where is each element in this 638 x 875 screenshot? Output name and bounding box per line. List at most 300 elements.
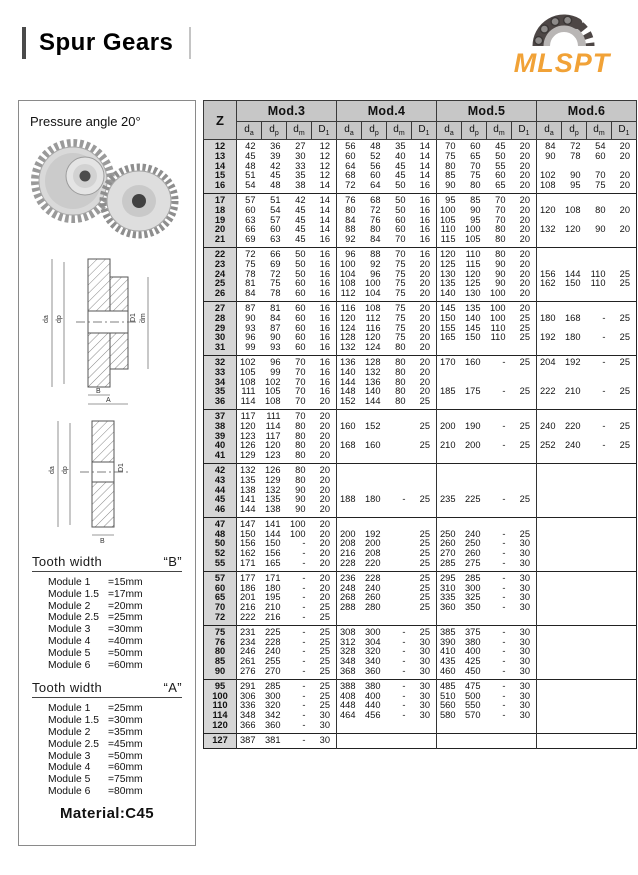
dim-label-dm: dm xyxy=(140,313,147,323)
spec-cell: - xyxy=(502,626,506,637)
module-width-item xyxy=(48,703,166,715)
spec-cell xyxy=(562,289,587,301)
spec-cell: 95 xyxy=(570,181,581,191)
spec-cell xyxy=(587,667,612,679)
spec-cell: 144 xyxy=(264,529,281,539)
column-header: $d_p$ xyxy=(262,122,287,140)
spec-cell xyxy=(562,657,587,667)
spec-cell xyxy=(587,571,612,583)
spec-cell xyxy=(487,378,512,388)
spec-cell: - xyxy=(502,495,506,505)
spec-cell: 225 xyxy=(264,626,281,637)
spec-cell xyxy=(612,463,637,475)
spec-cell: 105 xyxy=(437,216,462,226)
spec-cell: 80 xyxy=(370,225,381,235)
spec-cell: 20 xyxy=(419,377,430,387)
spec-cell: 80 xyxy=(395,387,406,397)
spec-cell: 201 xyxy=(237,593,262,603)
table-row xyxy=(204,638,637,648)
spec-cell xyxy=(562,539,587,549)
spec-cell: 381 xyxy=(264,734,281,745)
spec-cell xyxy=(512,463,537,475)
spec-cell xyxy=(462,397,487,409)
spec-cell xyxy=(487,368,512,378)
spec-cell: 204 xyxy=(537,355,562,367)
spec-cell xyxy=(537,711,562,721)
dim-label-da: da xyxy=(43,315,50,323)
spec-cell: 125 xyxy=(437,260,462,270)
spec-cell: 64 xyxy=(337,162,362,172)
spec-cell: 16 xyxy=(319,367,330,377)
spec-cell: 30 xyxy=(419,657,430,667)
spec-cell: 100 xyxy=(489,313,506,323)
material-label: Material:C45 xyxy=(59,804,154,822)
spec-cell: - xyxy=(502,441,506,451)
module-width-value: =30mm xyxy=(108,624,143,636)
spec-cell xyxy=(437,378,462,388)
spec-cell: 87 xyxy=(237,301,262,313)
spec-cell: 320 xyxy=(264,701,281,711)
z-value: 27 xyxy=(204,301,237,313)
spec-cell xyxy=(462,613,487,625)
spec-cell: 20 xyxy=(419,313,430,323)
spec-cell xyxy=(587,721,612,733)
spec-cell: - xyxy=(302,572,306,583)
table-row xyxy=(204,667,637,679)
spec-cell: 270 xyxy=(437,549,462,559)
spec-cell: 140 xyxy=(437,289,462,301)
spec-cell: 228 xyxy=(264,637,281,647)
spec-cell: 108 xyxy=(264,397,281,407)
spec-cell: 20 xyxy=(519,161,530,171)
spec-cell: 30 xyxy=(519,549,530,559)
spec-cell: 16 xyxy=(419,181,430,191)
spec-cell: 30 xyxy=(519,539,530,549)
spec-cell xyxy=(412,517,437,529)
spec-cell xyxy=(612,701,637,711)
spec-cell: 80 xyxy=(595,205,606,215)
spec-cell: 100 xyxy=(464,225,481,235)
spec-cell xyxy=(562,476,587,486)
spec-cell: 260 xyxy=(364,593,381,603)
spec-cell xyxy=(562,378,587,388)
spec-cell xyxy=(412,409,437,421)
z-value: 41 xyxy=(204,451,237,463)
spec-cell: 177 xyxy=(237,571,262,583)
spec-cell: 16 xyxy=(319,343,330,353)
spec-cell: 90 xyxy=(437,181,462,193)
spec-cell: 240 xyxy=(464,529,481,539)
spec-cell: 72 xyxy=(337,181,362,193)
spec-cell: 63 xyxy=(270,235,281,245)
spec-cell: 30 xyxy=(519,701,530,711)
spec-cell xyxy=(337,613,362,625)
spec-cell: - xyxy=(502,680,506,691)
spec-cell: 108 xyxy=(537,181,562,193)
spec-cell xyxy=(587,584,612,594)
spec-cell xyxy=(537,733,562,748)
spec-cell: 126 xyxy=(264,464,281,475)
spec-cell: 66 xyxy=(270,248,281,259)
spec-cell xyxy=(337,463,362,475)
spec-cell xyxy=(562,530,587,540)
z-value: 95 xyxy=(204,679,237,691)
spec-cell: 240 xyxy=(537,422,562,432)
spec-cell: 20 xyxy=(619,171,630,181)
spec-cell: 168 xyxy=(337,441,362,451)
spec-cell: 25 xyxy=(619,421,630,431)
table-row xyxy=(204,701,637,711)
spec-cell xyxy=(462,451,487,463)
spec-cell: 140 xyxy=(337,368,362,378)
spec-cell: 136 xyxy=(364,377,381,387)
table-row xyxy=(204,301,637,313)
spec-cell: 16 xyxy=(319,279,330,289)
spec-cell: 70 xyxy=(495,205,506,215)
table-row xyxy=(204,409,637,421)
spec-cell: 25 xyxy=(419,549,430,559)
spec-cell: 80 xyxy=(295,431,306,441)
spec-cell xyxy=(537,368,562,378)
spec-cell: 135 xyxy=(464,302,481,313)
spec-cell: 80 xyxy=(395,377,406,387)
spec-cell: 20 xyxy=(419,279,430,289)
spec-cell: 325 xyxy=(464,593,481,603)
spec-cell xyxy=(562,301,587,313)
spec-cell: 20 xyxy=(419,333,430,343)
spec-cell: 60 xyxy=(295,289,306,299)
spec-cell: 160 xyxy=(364,441,381,451)
spec-cell xyxy=(612,409,637,421)
module-group-header: Mod.5 xyxy=(437,101,537,122)
spec-cell xyxy=(562,593,587,603)
table-header-row xyxy=(204,101,637,122)
spec-cell: 25 xyxy=(619,279,630,289)
spec-cell: 25 xyxy=(419,397,430,407)
spec-cell xyxy=(362,409,387,421)
spec-cell: - xyxy=(402,657,406,667)
spec-cell: 475 xyxy=(464,680,481,691)
spec-cell xyxy=(612,679,637,691)
spec-cell: 128 xyxy=(337,333,362,343)
tooth-width-b-quote: “B” xyxy=(163,554,182,569)
spec-cell: 80 xyxy=(295,475,306,485)
spec-cell: 45 xyxy=(295,205,306,215)
spec-cell: 25 xyxy=(519,333,530,343)
spec-cell xyxy=(437,343,462,355)
spec-cell xyxy=(562,260,587,270)
module-width-value: =50mm xyxy=(108,750,143,762)
spec-cell: 192 xyxy=(564,356,581,367)
spec-cell: 186 xyxy=(237,584,262,594)
spec-cell: 120 xyxy=(537,206,562,216)
table-row xyxy=(204,324,637,334)
module-width-value: =25mm xyxy=(108,703,143,715)
spec-cell: 180 xyxy=(364,495,381,505)
spec-cell xyxy=(537,463,562,475)
module-width-item xyxy=(48,774,166,786)
module-width-item xyxy=(48,601,166,613)
spec-cell: - xyxy=(602,313,606,323)
spec-cell xyxy=(387,432,412,442)
spec-cell: 84 xyxy=(337,216,362,226)
spec-cell: 80 xyxy=(495,225,506,235)
spec-cell: 236 xyxy=(337,571,362,583)
spec-cell xyxy=(587,613,612,625)
spec-cell: 375 xyxy=(464,626,481,637)
spec-cell: 75 xyxy=(270,279,281,289)
spec-cell: 88 xyxy=(337,225,362,235)
spec-cell: 435 xyxy=(437,657,462,667)
spec-cell: 25 xyxy=(419,572,430,583)
spec-cell: 68 xyxy=(337,171,362,181)
spec-cell: 291 xyxy=(237,679,262,691)
spec-cell: 126 xyxy=(237,441,262,451)
spec-cell: 80 xyxy=(295,464,306,475)
spec-cell: 147 xyxy=(237,517,262,529)
spec-cell xyxy=(537,397,562,409)
spec-cell: 255 xyxy=(264,657,281,667)
column-header: $d_p$ xyxy=(362,122,387,140)
spec-cell xyxy=(562,638,587,648)
spec-cell: 70 xyxy=(395,235,406,245)
spec-cell: 117 xyxy=(237,409,262,421)
spec-cell: 135 xyxy=(437,279,462,289)
spec-cell: 300 xyxy=(264,691,281,701)
spec-cell: 175 xyxy=(464,387,481,397)
spec-cell: 460 xyxy=(437,667,462,679)
spec-cell: 16 xyxy=(319,302,330,313)
spec-cell: 200 xyxy=(464,441,481,451)
spec-cell: 20 xyxy=(419,367,430,377)
spec-cell: 132 xyxy=(264,485,281,495)
spec-cell: 81 xyxy=(237,279,262,289)
spec-cell xyxy=(587,301,612,313)
module-name: Module 1 xyxy=(48,577,91,588)
spec-cell: 42 xyxy=(237,140,262,152)
column-header: $D_1$ xyxy=(512,122,537,140)
z-value: 36 xyxy=(204,397,237,409)
spec-cell: 306 xyxy=(237,692,262,702)
spec-cell xyxy=(587,397,612,409)
spec-cell xyxy=(612,593,637,603)
spec-cell: 69 xyxy=(237,235,262,247)
spec-cell: 208 xyxy=(337,539,362,549)
spec-cell: 390 xyxy=(437,638,462,648)
spec-cell: 25 xyxy=(519,313,530,323)
spec-cell xyxy=(487,486,512,496)
spec-cell xyxy=(562,235,587,247)
z-value: 52 xyxy=(204,549,237,559)
spec-cell: 30 xyxy=(419,680,430,691)
spec-cell xyxy=(537,476,562,486)
spec-cell: 188 xyxy=(337,495,362,505)
dim-label-da: da xyxy=(49,466,56,474)
z-value: 15 xyxy=(204,171,237,181)
spec-cell: 38 xyxy=(295,181,306,191)
spec-cell xyxy=(562,679,587,691)
spec-cell xyxy=(612,451,637,463)
spec-cell: 20 xyxy=(319,572,330,583)
module-group-header: Mod.4 xyxy=(337,101,437,122)
spec-cell xyxy=(587,247,612,259)
gear-spec-table xyxy=(203,100,637,749)
spec-cell: 14 xyxy=(419,161,430,171)
spec-cell: - xyxy=(402,711,406,721)
table-row xyxy=(204,152,637,162)
spec-cell: 72 xyxy=(237,247,262,259)
spec-cell xyxy=(587,368,612,378)
spec-cell: 208 xyxy=(364,549,381,559)
spec-cell: 132 xyxy=(237,463,262,475)
module-name: Module 2 xyxy=(48,726,91,738)
spec-cell xyxy=(487,451,512,463)
spec-cell xyxy=(612,289,637,301)
spec-cell: 135 xyxy=(237,476,262,486)
spec-cell xyxy=(512,409,537,421)
table-row xyxy=(204,270,637,280)
z-value: 60 xyxy=(204,584,237,594)
spec-cell xyxy=(437,476,462,486)
spec-cell: 20 xyxy=(319,464,330,475)
spec-cell: 20 xyxy=(519,141,530,151)
spec-cell: 35 xyxy=(395,141,406,151)
spec-cell: 60 xyxy=(337,152,362,162)
spec-cell xyxy=(562,463,587,475)
spec-cell: 30 xyxy=(519,626,530,637)
table-row xyxy=(204,422,637,432)
spec-cell: 162 xyxy=(237,549,262,559)
spec-cell: 152 xyxy=(337,397,362,409)
spec-cell: 70 xyxy=(295,387,306,397)
spec-cell: - xyxy=(402,637,406,647)
spec-cell xyxy=(537,603,562,613)
spec-cell: 308 xyxy=(337,625,362,637)
spec-cell xyxy=(387,451,412,463)
spec-cell: 336 xyxy=(237,701,262,711)
spec-cell: 78 xyxy=(570,151,581,161)
z-value: 32 xyxy=(204,355,237,367)
spec-cell: 123 xyxy=(264,451,281,461)
spec-cell xyxy=(562,517,587,529)
spec-cell: 20 xyxy=(519,151,530,161)
spec-cell: 388 xyxy=(337,679,362,691)
spec-cell: 14 xyxy=(319,215,330,225)
z-value: 76 xyxy=(204,638,237,648)
spec-cell xyxy=(462,721,487,733)
spec-cell xyxy=(562,432,587,442)
spec-cell xyxy=(587,559,612,571)
module-width-value: =15mm xyxy=(108,577,143,588)
spec-cell: 192 xyxy=(537,333,562,343)
spec-cell: 75 xyxy=(595,181,606,191)
spec-cell xyxy=(587,517,612,529)
spec-cell: 25 xyxy=(419,603,430,613)
spec-cell: 385 xyxy=(437,625,462,637)
spec-cell: 102 xyxy=(264,377,281,387)
spec-cell xyxy=(612,584,637,594)
spec-cell xyxy=(587,625,612,637)
spec-cell xyxy=(512,733,537,748)
column-header: $d_a$ xyxy=(337,122,362,140)
spec-cell: 165 xyxy=(264,559,281,569)
spec-cell: - xyxy=(602,356,606,367)
spec-cell: 25 xyxy=(319,691,330,701)
spec-cell xyxy=(387,486,412,496)
row-block xyxy=(204,301,637,355)
spec-cell: 39 xyxy=(270,151,281,161)
spec-cell: - xyxy=(602,387,606,397)
spec-cell xyxy=(537,539,562,549)
spec-cell: 135 xyxy=(264,495,281,505)
spec-cell: 210 xyxy=(264,603,281,613)
table-row xyxy=(204,432,637,442)
spec-cell: 295 xyxy=(437,571,462,583)
spec-cell: 12 xyxy=(319,141,330,151)
table-row xyxy=(204,247,637,259)
module-width-value: =75mm xyxy=(108,774,143,786)
spec-cell xyxy=(362,733,387,748)
module-width-item xyxy=(48,577,166,589)
spec-cell: 112 xyxy=(337,289,362,301)
spec-cell xyxy=(587,451,612,463)
spec-cell: 450 xyxy=(464,667,481,677)
dim-label-b: B xyxy=(100,538,105,545)
spec-cell xyxy=(437,613,462,625)
spec-cell: 276 xyxy=(237,667,262,679)
spec-cell xyxy=(412,451,437,463)
z-value: 14 xyxy=(204,162,237,172)
spec-cell: - xyxy=(502,559,506,569)
spec-cell xyxy=(537,559,562,571)
spec-cell: 120 xyxy=(337,314,362,324)
row-block xyxy=(204,355,637,409)
dim-label-dp: dp xyxy=(56,315,63,323)
spec-cell: 60 xyxy=(237,206,262,216)
spec-cell: 72 xyxy=(270,269,281,279)
table-row xyxy=(204,539,637,549)
gear-cross-section-hub-drawing xyxy=(22,249,192,409)
module-name: Module 1.5 xyxy=(48,715,99,727)
spec-cell: 500 xyxy=(464,691,481,701)
brand-name: MLSPT xyxy=(513,48,611,78)
spec-cell xyxy=(437,733,462,748)
spec-cell: 80 xyxy=(395,367,406,377)
spec-cell: 99 xyxy=(270,367,281,377)
tooth-width-b-heading xyxy=(32,554,182,572)
spec-cell xyxy=(362,451,387,463)
spec-cell: 25 xyxy=(319,603,330,613)
spec-cell xyxy=(562,733,587,748)
spec-cell: 60 xyxy=(295,333,306,343)
spec-cell: 88 xyxy=(370,248,381,259)
table-row xyxy=(204,647,637,657)
spec-cell: 48 xyxy=(237,162,262,172)
spec-cell: 20 xyxy=(319,451,330,461)
spec-cell xyxy=(487,517,512,529)
spec-cell: 20 xyxy=(419,289,430,299)
z-value: 114 xyxy=(204,711,237,721)
spec-cell: 141 xyxy=(264,518,281,529)
spec-cell: 90 xyxy=(470,205,481,215)
spec-cell: 84 xyxy=(537,140,562,152)
spec-cell: - xyxy=(402,680,406,691)
spec-cell: 192 xyxy=(364,529,381,539)
spec-cell: - xyxy=(402,495,406,505)
spec-cell: 96 xyxy=(270,356,281,367)
spec-cell: 57 xyxy=(270,215,281,225)
module-width-value: =25mm xyxy=(108,612,143,624)
